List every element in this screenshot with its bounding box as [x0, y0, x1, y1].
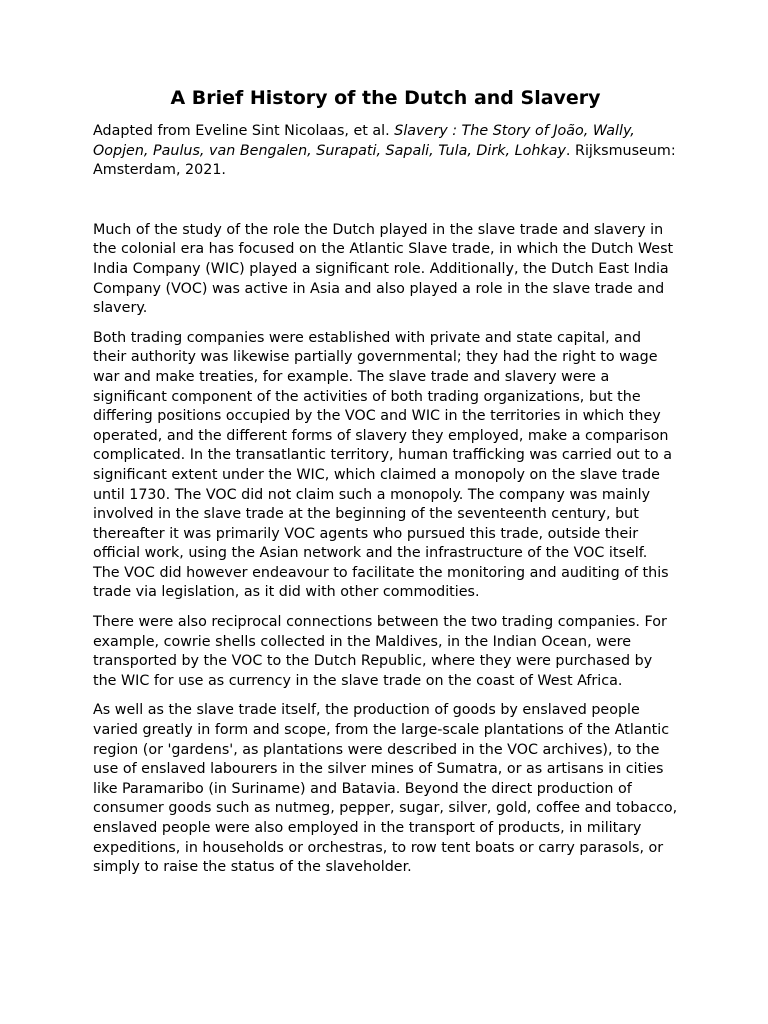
document-title: A Brief History of the Dutch and Slavery [170, 87, 601, 109]
body-paragraph: As well as the slave trade itself, the production of goods by enslaved people varied greatly in form and scope, from the large-scale plantations of the Atlantic region (or 'gardens', as plantations were described in the VOC archives), to the use of enslaved labourers in the silver mines of Sumatra, or as artisans in cities like Paramaribo (in Suriname) and Batavia. Beyond the direct production of consumer goods such as nutmeg, pepper, sugar, silver, gold, coffee and tobacco, enslaved people were also employed in the transport of products, in military expeditions, in households or orchestras, to row tent boats or carry parasols, or simply to raise the status of the slaveholder. [93, 702, 678, 876]
citation-suffix: . Rijksmuseum: Amsterdam, 2021. [93, 142, 676, 179]
body-paragraph: Both trading companies were established with private and state capital, and their authority was likewise partially governmental; they had the right to wage war and make treaties, for example. The slave trade and slavery were a significant component of the activities of both trading organizations, but the differing positions occupied by the VOC and WIC in the territories in which they operated, and the different forms of slavery they employed, make a comparison complicated. In the transatlantic territory, human trafficking was carried out to a significant extent under the WIC, which claimed a monopoly on the slave trade until 1730. The VOC did not claim such a monopoly. The company was mainly involved in the slave trade at the beginning of the seventeenth century, but thereafter it was primarily VOC agents who pursued this trade, outside their official work, using the Asian network and the infrastructure of the VOC itself. The VOC did however endeavour to facilitate the monitoring and auditing of this trade via legislation, as it did with other commodities. [93, 329, 672, 601]
citation-work-title: Slavery : The Story of João, Wally, Oopjen, Paulus, van Bengalen, Surapati, Sapali, Tula, Dirk, Lohkay [93, 123, 635, 159]
body-paragraph: There were also reciprocal connections between the two trading companies. For example, cowrie shells collected in the Maldives, in the Indian Ocean, were transported by the VOC to the Dutch Republic, where they were purchased by the WIC for use as currency in the slave trade on the coast of West Africa. [93, 614, 667, 689]
source-citation [93, 122, 678, 181]
body-paragraph: Much of the study of the role the Dutch played in the slave trade and slavery in the colonial era has focused on the Atlantic Slave trade, in which the Dutch West India Company (WIC) played a significant role. Additionally, the Dutch East India Company (VOC) was active in Asia and also played a role in the slave trade and slavery. [93, 221, 674, 317]
document-page [93, 86, 678, 888]
section-gap [93, 181, 678, 221]
citation-prefix: Adapted from Eveline Sint Nicolaas, et al. [93, 123, 395, 139]
